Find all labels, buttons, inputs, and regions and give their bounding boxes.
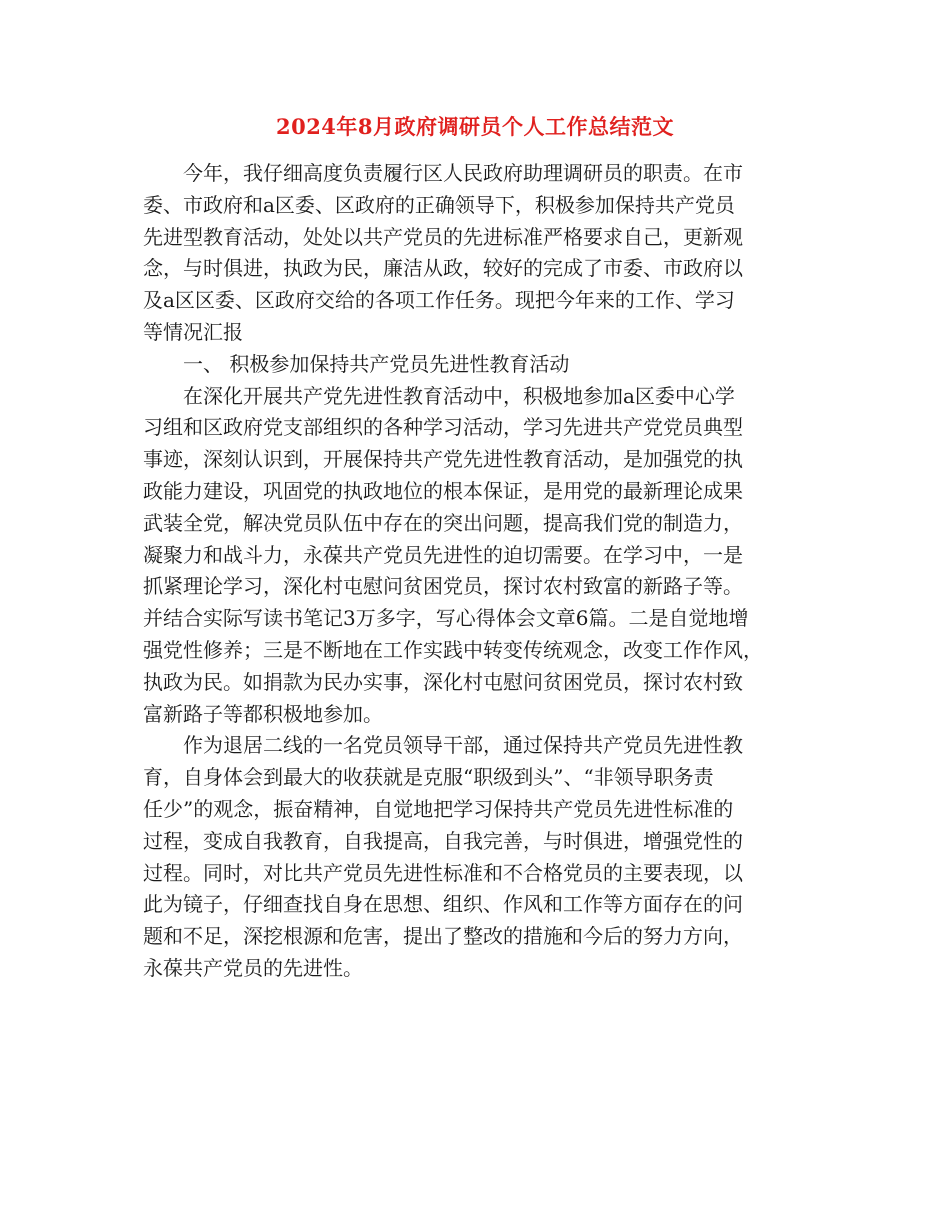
paragraph-line: 作为退居二线的一名党员领导干部，通过保持共产党员先进性教 [183,733,743,758]
paragraph-line: 事迹，深刻认识到，开展保持共产党先进性教育活动，是加强党的执 [143,447,743,472]
section-heading-1 [143,349,807,381]
paragraph-line: 习组和区政府党支部组织的各种学习活动，学习先进共产党党员典型 [143,415,743,440]
paragraph-reflection [143,730,807,984]
paragraph-line: 强党性修养；三是不断地在工作实践中转变传统观念，改变工作作风， [143,637,763,662]
paragraph-line: 任少”的观念，振奋精神，自觉地把学习保持共产党员先进性标准的 [143,796,734,821]
document-body [143,158,807,985]
paragraph-line: 念，与时俱进，执政为民，廉洁从政，较好的完成了市委、市政府以 [143,256,743,281]
paragraph-line: 武装全党，解决党员队伍中存在的突出问题，提高我们党的制造力， [143,510,743,535]
paragraph-line: 并结合实际写读书笔记3万多字，写心得体会文章6篇。二是自觉地增 [143,606,749,631]
paragraph-line: 委、市政府和a区委、区政府的正确领导下，积极参加保持共产党员 [143,192,735,217]
paragraph-line: 此为镜子，仔细查找自身在思想、组织、作风和工作等方面存在的问 [143,892,743,917]
paragraph-line: 在深化开展共产党先进性教育活动中，积极地参加a区委中心学 [183,383,735,408]
paragraph-line: 及a区区委、区政府交给的各项工作任务。现把今年来的工作、学习 [143,288,735,313]
paragraph-line: 过程。同时，对比共产党员先进性标准和不合格党员的主要表现，以 [143,860,743,885]
paragraph-line: 今年，我仔细高度负责履行区人民政府助理调研员的职责。在市 [183,161,743,185]
paragraph-line: 抓紧理论学习，深化村屯慰问贫困党员，探讨农村致富的新路子等。 [143,574,743,599]
paragraph-line: 等情况汇报 [143,319,243,344]
paragraph-line: 题和不足，深挖根源和危害，提出了整改的措施和今后的努力方向， [143,924,743,949]
paragraph-line: 执政为民。如捐款为民办实事，深化村屯慰问贫困党员，探讨农村致 [143,669,743,694]
paragraph-line: 过程，变成自我教育，自我提高，自我完善，与时俱进，增强党性的 [143,828,743,853]
paragraph-line: 富新路子等都积极地参加。 [143,701,383,726]
paragraph-line: 永葆共产党员的先进性。 [143,955,363,980]
paragraph-intro [143,158,807,349]
paragraph-study [143,381,807,731]
paragraph-line: 凝聚力和战斗力，永葆共产党员先进性的迫切需要。在学习中，一是 [143,542,743,567]
document-title: 2024年8月政府调研员个人工作总结范文 [275,114,675,139]
paragraph-line: 先进型教育活动，处处以共产党员的先进标准严格要求自己，更新观 [143,224,743,249]
paragraph-line: 育，自身体会到最大的收获就是克服“职级到头”、“非领导职务责 [143,765,714,790]
paragraph-line: 政能力建设，巩固党的执政地位的根本保证，是用党的最新理论成果 [143,478,743,503]
section-heading-text: 一、 积极参加保持共产党员先进性教育活动 [183,351,570,376]
